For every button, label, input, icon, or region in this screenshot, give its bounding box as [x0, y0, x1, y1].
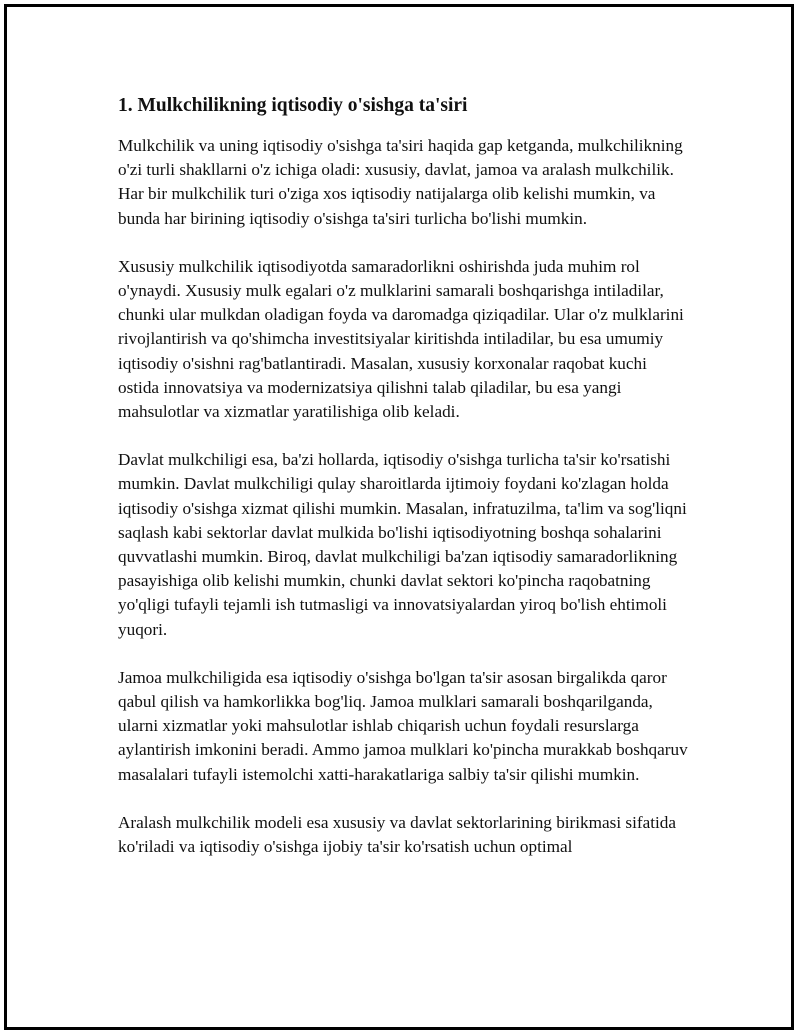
paragraph-4: Jamoa mulkchiligida esa iqtisodiy o'sishga bo'lgan ta'sir asosan birgalikda qaror qabul qilish va hamkorlikka bog'liq. Jamoa mulklari samarali boshqarilganda, ularni xizmatlar yoki mahsulotlar ishlab chiqarish uchun foydali resurslarga aylantirish imkonini beradi. Ammo jamoa mulklari ko'pincha murakkab boshqaruv masalalari tufayli istemolchi xatti-harakatlariga salbiy ta'sir qilishi mumkin. — [118, 667, 688, 784]
paragraph-2: Xususiy mulkchilik iqtisodiyotda samaradorlikni oshirishda juda muhim rol o'ynaydi. Xususiy mulk egalari o'z mulklarini samarali boshqarishga intiladilar, chunki ular mulkdan oladigan foyda va daromadga qiziqadilar. Ular o'z mulklarini rivojlantirish va qo'shimcha investitsiyalar kiritishda intiladilar, bu esa umumiy iqtisodiy o'sishni rag'batlantiradi. Masalan, xususiy korxonalar raqobat kuchi ostida innovatsiya va modernizatsiya qilishni talab qiladilar, bu esa yangi mahsulotlar va xizmatlar yaratilishiga olib keladi. — [118, 256, 684, 422]
paragraph-3: Davlat mulkchiligi esa, ba'zi hollarda, iqtisodiy o'sishga turlicha ta'sir ko'rsatishi mumkin. Davlat mulkchiligi qulay sharoitlarda ijtimoiy foydani ko'zlagan holda iqtisodiy o'sishga xizmat qilishi mumkin. Masalan, infratuzilma, ta'lim va sog'liqni saqlash kabi sektorlar davlat mulkida bo'lishi iqtisodiyotning boshqa sohalarini quvvatlashi mumkin. Biroq, davlat mulkchiligi ba'zan iqtisodiy samaradorlikning pasayishiga olib kelishi mumkin, chunki davlat sektori ko'pincha raqobatning yo'qligi tufayli tejamli ish tutmasligi va innovatsiyalardan yiroq bo'lish ehtimoli yuqori. — [118, 450, 687, 639]
paragraph-1: Mulkchilik va uning iqtisodiy o'sishga ta'siri haqida gap ketganda, mulkchilikning o'zi turli shakllarni o'z ichiga oladi: xususiy, davlat, jamoa va aralash mulkchilik. Har bir mulkchilik turi o'ziga xos iqtisodiy natijalarga olib kelishi mumkin, va bunda har birining iqtisodiy o'sishga ta'siri turlicha bo'lishi mumkin. — [118, 136, 683, 228]
document-body — [118, 92, 690, 883]
page-title: 1. Mulkchilikning iqtisodiy o'sishga ta'siri — [118, 95, 468, 116]
paragraph-5: Aralash mulkchilik modeli esa xususiy va davlat sektorlarining birikmasi sifatida ko'riladi va iqtisodiy o'sishga ijobiy ta'sir ko'rsatish uchun optimal — [118, 812, 676, 857]
